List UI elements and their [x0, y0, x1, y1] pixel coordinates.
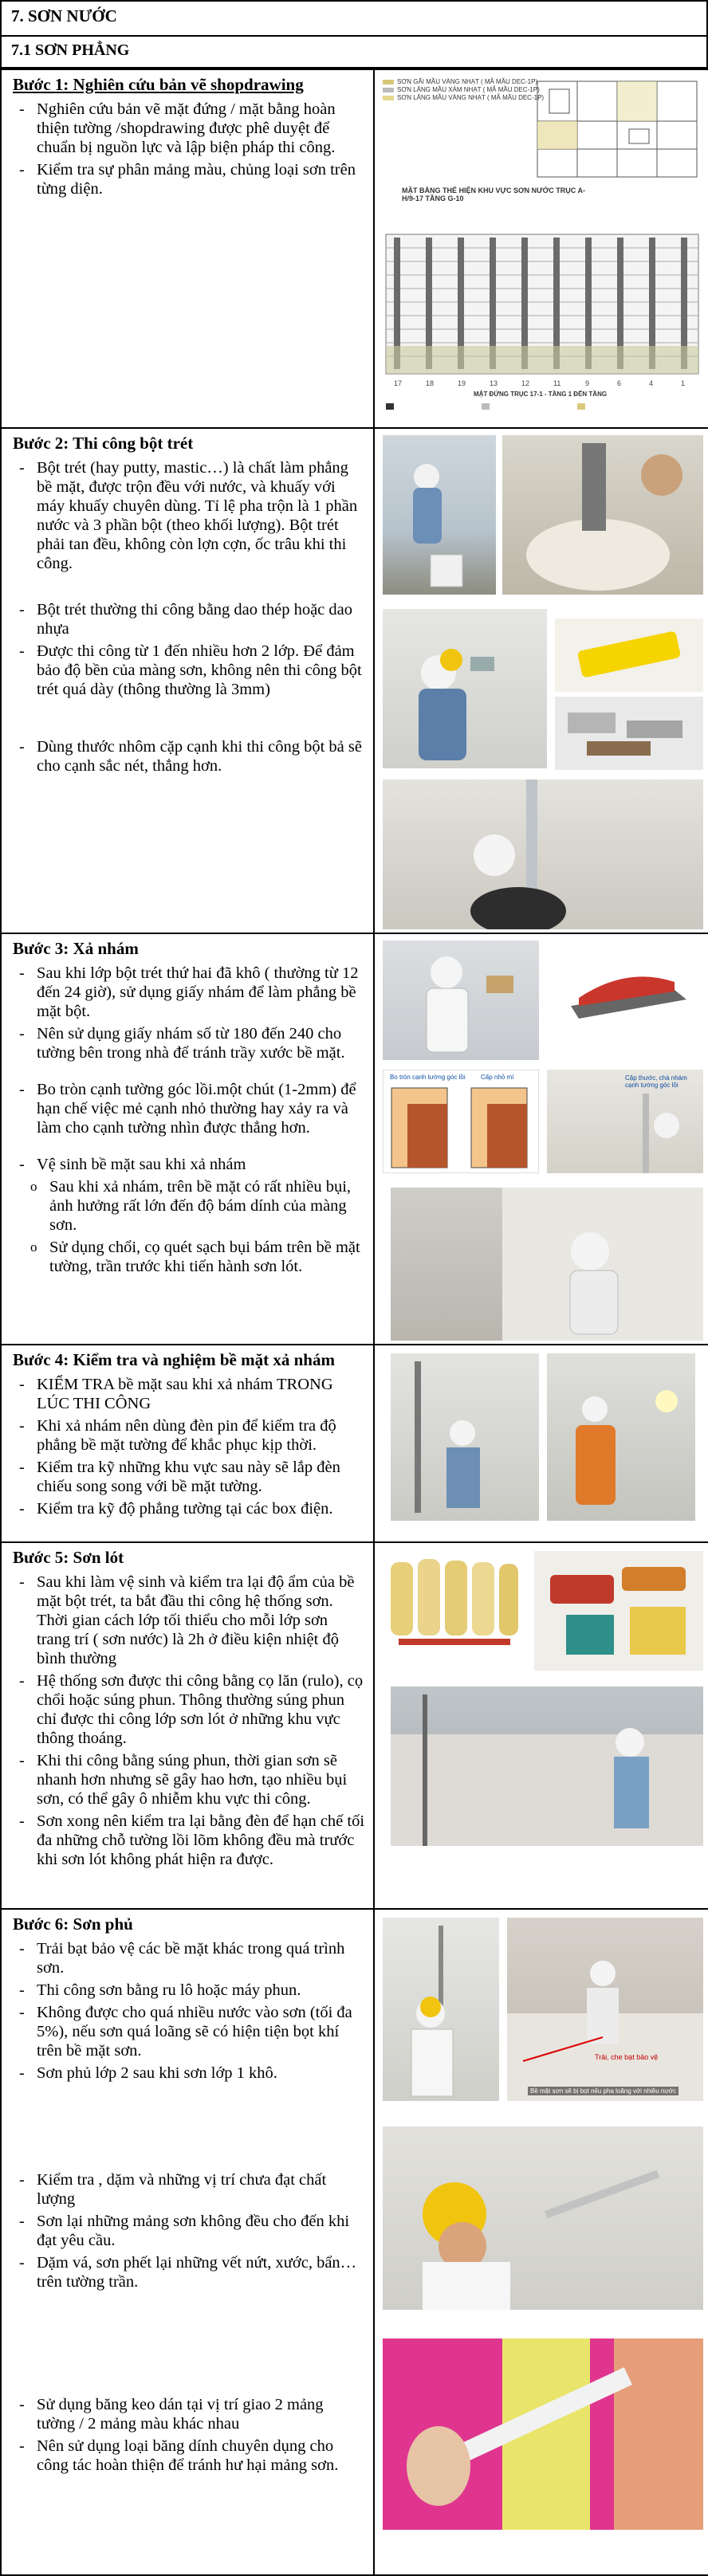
step-6-bullet-7: - Dặm vá, sơn phết lại những vết nứt, xước, bẩn… trên tường trần.	[13, 2253, 365, 2291]
step-4-bullet-2: - Khi xả nhám nên dùng đèn pin để kiểm tra độ phẳng bề mặt tường để khắc phục kịp thời.	[13, 1416, 365, 1455]
masking-tape-photo	[383, 2338, 703, 2530]
paint-tools-photo	[534, 1551, 703, 1671]
svg-text:17: 17	[394, 379, 403, 387]
step-3-images	[374, 933, 708, 1345]
aluminum-ruler-edge-photo	[383, 779, 703, 929]
plan-title: MẶT BẰNG THỂ HIỆN KHU VỰC SƠN NƯỚC TRỤC A-H/9-17 TẦNG G-10	[402, 187, 585, 202]
svg-text:9: 9	[585, 379, 590, 387]
step-row-3	[1, 933, 708, 1345]
step-2-images	[374, 428, 708, 933]
step-6-bullet-6: - Sơn lại những mảng sơn không đều cho đến khi đạt yêu cầu.	[13, 2212, 365, 2250]
step-1-bullet-1: - Nghiên cứu bản vẽ mặt đứng / mặt bằng hoàn thiện tường /shopdrawing được phê duyệt để chuẩn bị nguồn lực và lập biện pháp thi công.	[13, 100, 365, 157]
step-6-images	[374, 1909, 708, 2575]
drop-cloth-label: Trải, che bạt bảo vệ	[595, 2053, 659, 2061]
step-6-bullet-3: - Không được cho quá nhiều nước vào sơn (tối đa 5%), nếu sơn quá loãng sẽ có hiện tiện bọt khí trên bề mặt sơn.	[13, 2003, 365, 2060]
step-1-title: Bước 1: Nghiên cứu bản vẽ shopdrawing	[13, 75, 304, 94]
step-4-images	[374, 1345, 708, 1542]
step-5-bullet-1: - Sau khi làm vệ sinh và kiểm tra lại độ ẩm của bề mặt bột trét, ta bắt đầu thi công hệ thống sơn. Thời gian cách lớp tối thiểu cho mỗi lớp sơn trang trí ( sơn nước) là 2h ở điều kiện nhiệt độ bình thường	[13, 1573, 365, 1668]
step-6-bullet-8: - Sử dụng băng keo dán tại vị trí giao 2 mảng tường / 2 mảng màu khác nhau	[13, 2395, 365, 2433]
corner-rounding-diagram	[383, 1070, 539, 1173]
spray-gun-primer-photo	[391, 1687, 703, 1846]
svg-text:13: 13	[490, 379, 498, 387]
foam-warning-label: Bề mặt sơn sẽ bị bọt nếu pha loãng với nhiều nước	[528, 2087, 678, 2095]
svg-text:4: 4	[649, 379, 654, 387]
step-4-text	[1, 1345, 374, 1542]
step-5-text	[1, 1542, 374, 1909]
step-6-text	[1, 1909, 374, 2575]
svg-text:11: 11	[553, 379, 561, 387]
svg-text:1: 1	[681, 379, 686, 387]
paint-rollers-photo	[383, 1551, 525, 1671]
step-1-bullet-2: - Kiểm tra sự phân mảng màu, chủng loại sơn trên từng diện.	[13, 160, 365, 198]
legend-item-3: SƠN LĂNG MẦU VÀNG NHẠT ( MÃ MẦU DEC-1P)	[397, 94, 545, 101]
svg-text:12: 12	[521, 379, 530, 387]
step-5-bullet-3: - Khi thi công bằng súng phun, thời gian sơn sẽ nhanh hơn nhưng sẽ gây hao hơn, tạo nhiều bụi sơn, có thể gây ô nhiễm khu vực thi công.	[13, 1751, 365, 1808]
touch-up-photo	[383, 2126, 703, 2310]
step-6-bullet-9: - Nên sử dụng loại băng dính chuyên dụng cho công tác hoàn thiện để tránh hư hại mảng sơn.	[13, 2437, 365, 2475]
mixing-putty-photo-1	[383, 435, 496, 595]
step-3-bullet-4: - Vệ sinh bề mặt sau khi xả nhám	[13, 1155, 365, 1174]
step-5-title: Bước 5: Sơn lót	[13, 1548, 124, 1567]
step-5-bullet-4: - Sơn xong nên kiểm tra lại bằng đèn để hạn chế tối đa những chỗ tường lồi lõm không đều mà trước khi sơn lót không phát hiện ra được.	[13, 1812, 365, 1869]
elevation-title: MẶT ĐỨNG TRỤC 17-1 - TẦNG 1 ĐẾN TẦNG	[474, 391, 608, 398]
step-3-bullet-2: - Nên sử dụng giấy nhám số từ 180 đến 240 cho tường bên trong nhà để tránh trầy xước bề mặt.	[13, 1024, 365, 1062]
step-row-1	[1, 69, 708, 428]
step-6-bullet-1: - Trải bạt bảo vệ các bề mặt khác trong quá trình sơn.	[13, 1939, 365, 1977]
step-row-4	[1, 1345, 708, 1542]
legend-item-1: SƠN GẤI MẦU VÀNG NHẠT ( MÃ MẦU DEC-1P)	[397, 78, 538, 85]
step-3-text	[1, 933, 374, 1345]
svg-text:19: 19	[458, 379, 466, 387]
plastic-trowel-photo	[555, 618, 703, 692]
step-4-bullet-1: - KIỂM TRA bề mặt sau khi xả nhám TRONG LÚC THI CÔNG	[13, 1375, 365, 1413]
step-1-images	[374, 69, 708, 428]
sanding-worker-photo	[383, 940, 539, 1060]
small-edge-label: Cấp nhỏ mí	[481, 1074, 514, 1081]
steps-table	[0, 69, 708, 2576]
step-4-bullet-4: - Kiểm tra kỹ độ phẳng tường tại các box điện.	[13, 1499, 365, 1518]
step-3-subbullet-2: o Sử dụng chổi, cọ quét sạch bụi bám trên bề mặt tường, trần trước khi tiến hành sơn lót.	[13, 1238, 365, 1276]
mixing-putty-photo-2	[502, 435, 703, 595]
step-1-text	[1, 69, 374, 428]
roller-painting-photo	[383, 1918, 499, 2101]
plan-drawing-image	[378, 73, 706, 217]
section-title: 7. SƠN NƯỚC	[0, 0, 708, 37]
svg-text:18: 18	[426, 379, 435, 387]
step-5-images	[374, 1542, 708, 1909]
inspection-light-photo-1	[391, 1353, 539, 1521]
cleaning-dust-photo	[391, 1188, 703, 1341]
step-2-bullet-3: - Được thi công từ 1 đến nhiều hơn 2 lớp. Để đảm bảo độ bền của màng sơn, không nên thi công bột trét quá dày (thông thường là 3mm)	[13, 642, 365, 699]
step-5-bullet-2: - Hệ thống sơn được thi công bằng cọ lăn (rulo), cọ chổi hoặc súng phun. Thông thường súng phun chỉ được thi công lớp sơn lót ở những khu vực thông thoáng.	[13, 1671, 365, 1748]
step-3-subbullet-1: o Sau khi xả nhám, trên bề mặt có rất nhiều bụi, ảnh hưởng rất lớn đến độ bám dính của màng sơn.	[13, 1177, 365, 1235]
elevation-drawing-image	[378, 226, 706, 418]
step-4-bullet-3: - Kiểm tra kỹ những khu vực sau này sẽ lắp đèn chiếu song song với bề mặt tường.	[13, 1458, 365, 1496]
steel-trowels-photo	[555, 697, 703, 770]
step-2-text	[1, 428, 374, 933]
legend-item-2: SƠN LĂNG MẦU XÁM NHẠT ( MÃ MẦU DEC-1P)	[397, 86, 540, 93]
corner-rounding-label: Bo tròn cạnh tường góc lồi	[390, 1074, 466, 1081]
step-2-bullet-1: - Bột trét (hay putty, mastic…) là chất làm phẳng bề mặt, được trộn đều với nước, và khuấy với máy khuấy chuyên dùng. Tỉ lệ pha trộn là 1 phần nước và 3 phần bột (theo khối lượng). Bột trét phải tan đều, không còn lợn cợn, ốc trâu khi thi công.	[13, 458, 365, 573]
step-row-2	[1, 428, 708, 933]
sanding-block-photo	[555, 950, 703, 1038]
step-3-bullet-3: - Bo tròn cạnh tường góc lồi.một chút (1-2mm) để hạn chế việc mẻ cạnh nhỏ thường hay xảy ra và làm cho cạnh tường nhìn được thẳng hơn.	[13, 1080, 365, 1137]
step-3-title: Bước 3: Xả nhám	[13, 939, 139, 958]
step-6-bullet-5: - Kiểm tra , dặm và những vị trí chưa đạt chất lượng	[13, 2170, 365, 2209]
trowel-application-photo	[383, 609, 547, 768]
ruler-sanding-label: Cặp thước, chà nhám cạnh tường góc lồi	[625, 1074, 687, 1089]
step-6-bullet-2: - Thi công sơn bằng ru lô hoặc máy phun.	[13, 1981, 365, 2000]
step-6-bullet-4: - Sơn phủ lớp 2 sau khi sơn lớp 1 khô.	[13, 2064, 365, 2083]
step-6-title: Bước 6: Sơn phủ	[13, 1914, 133, 1934]
subsection-title: 7.1 SƠN PHẲNG	[0, 37, 708, 69]
step-2-bullet-4: - Dùng thước nhôm cặp cạnh khi thi công bột bả sẽ cho cạnh sắc nét, thẳng hơn.	[13, 737, 365, 776]
step-row-6	[1, 1909, 708, 2575]
step-2-bullet-2: - Bột trét thường thi công bằng dao thép hoặc dao nhựa	[13, 600, 365, 638]
step-3-bullet-1: - Sau khi lớp bột trét thứ hai đã khô ( thường từ 12 đến 24 giờ), sử dụng giấy nhám để làm phẳng bề mặt bột.	[13, 964, 365, 1021]
step-row-5	[1, 1542, 708, 1909]
step-2-title: Bước 2: Thi công bột trét	[13, 434, 194, 453]
inspection-light-photo-2	[547, 1353, 695, 1521]
ruler-sanding-corner-photo	[547, 1070, 703, 1173]
step-4-title: Bước 4: Kiểm tra và nghiệm bề mặt xả nhám	[13, 1350, 335, 1369]
drop-cloth-photo	[507, 1918, 703, 2101]
svg-text:6: 6	[617, 379, 622, 387]
